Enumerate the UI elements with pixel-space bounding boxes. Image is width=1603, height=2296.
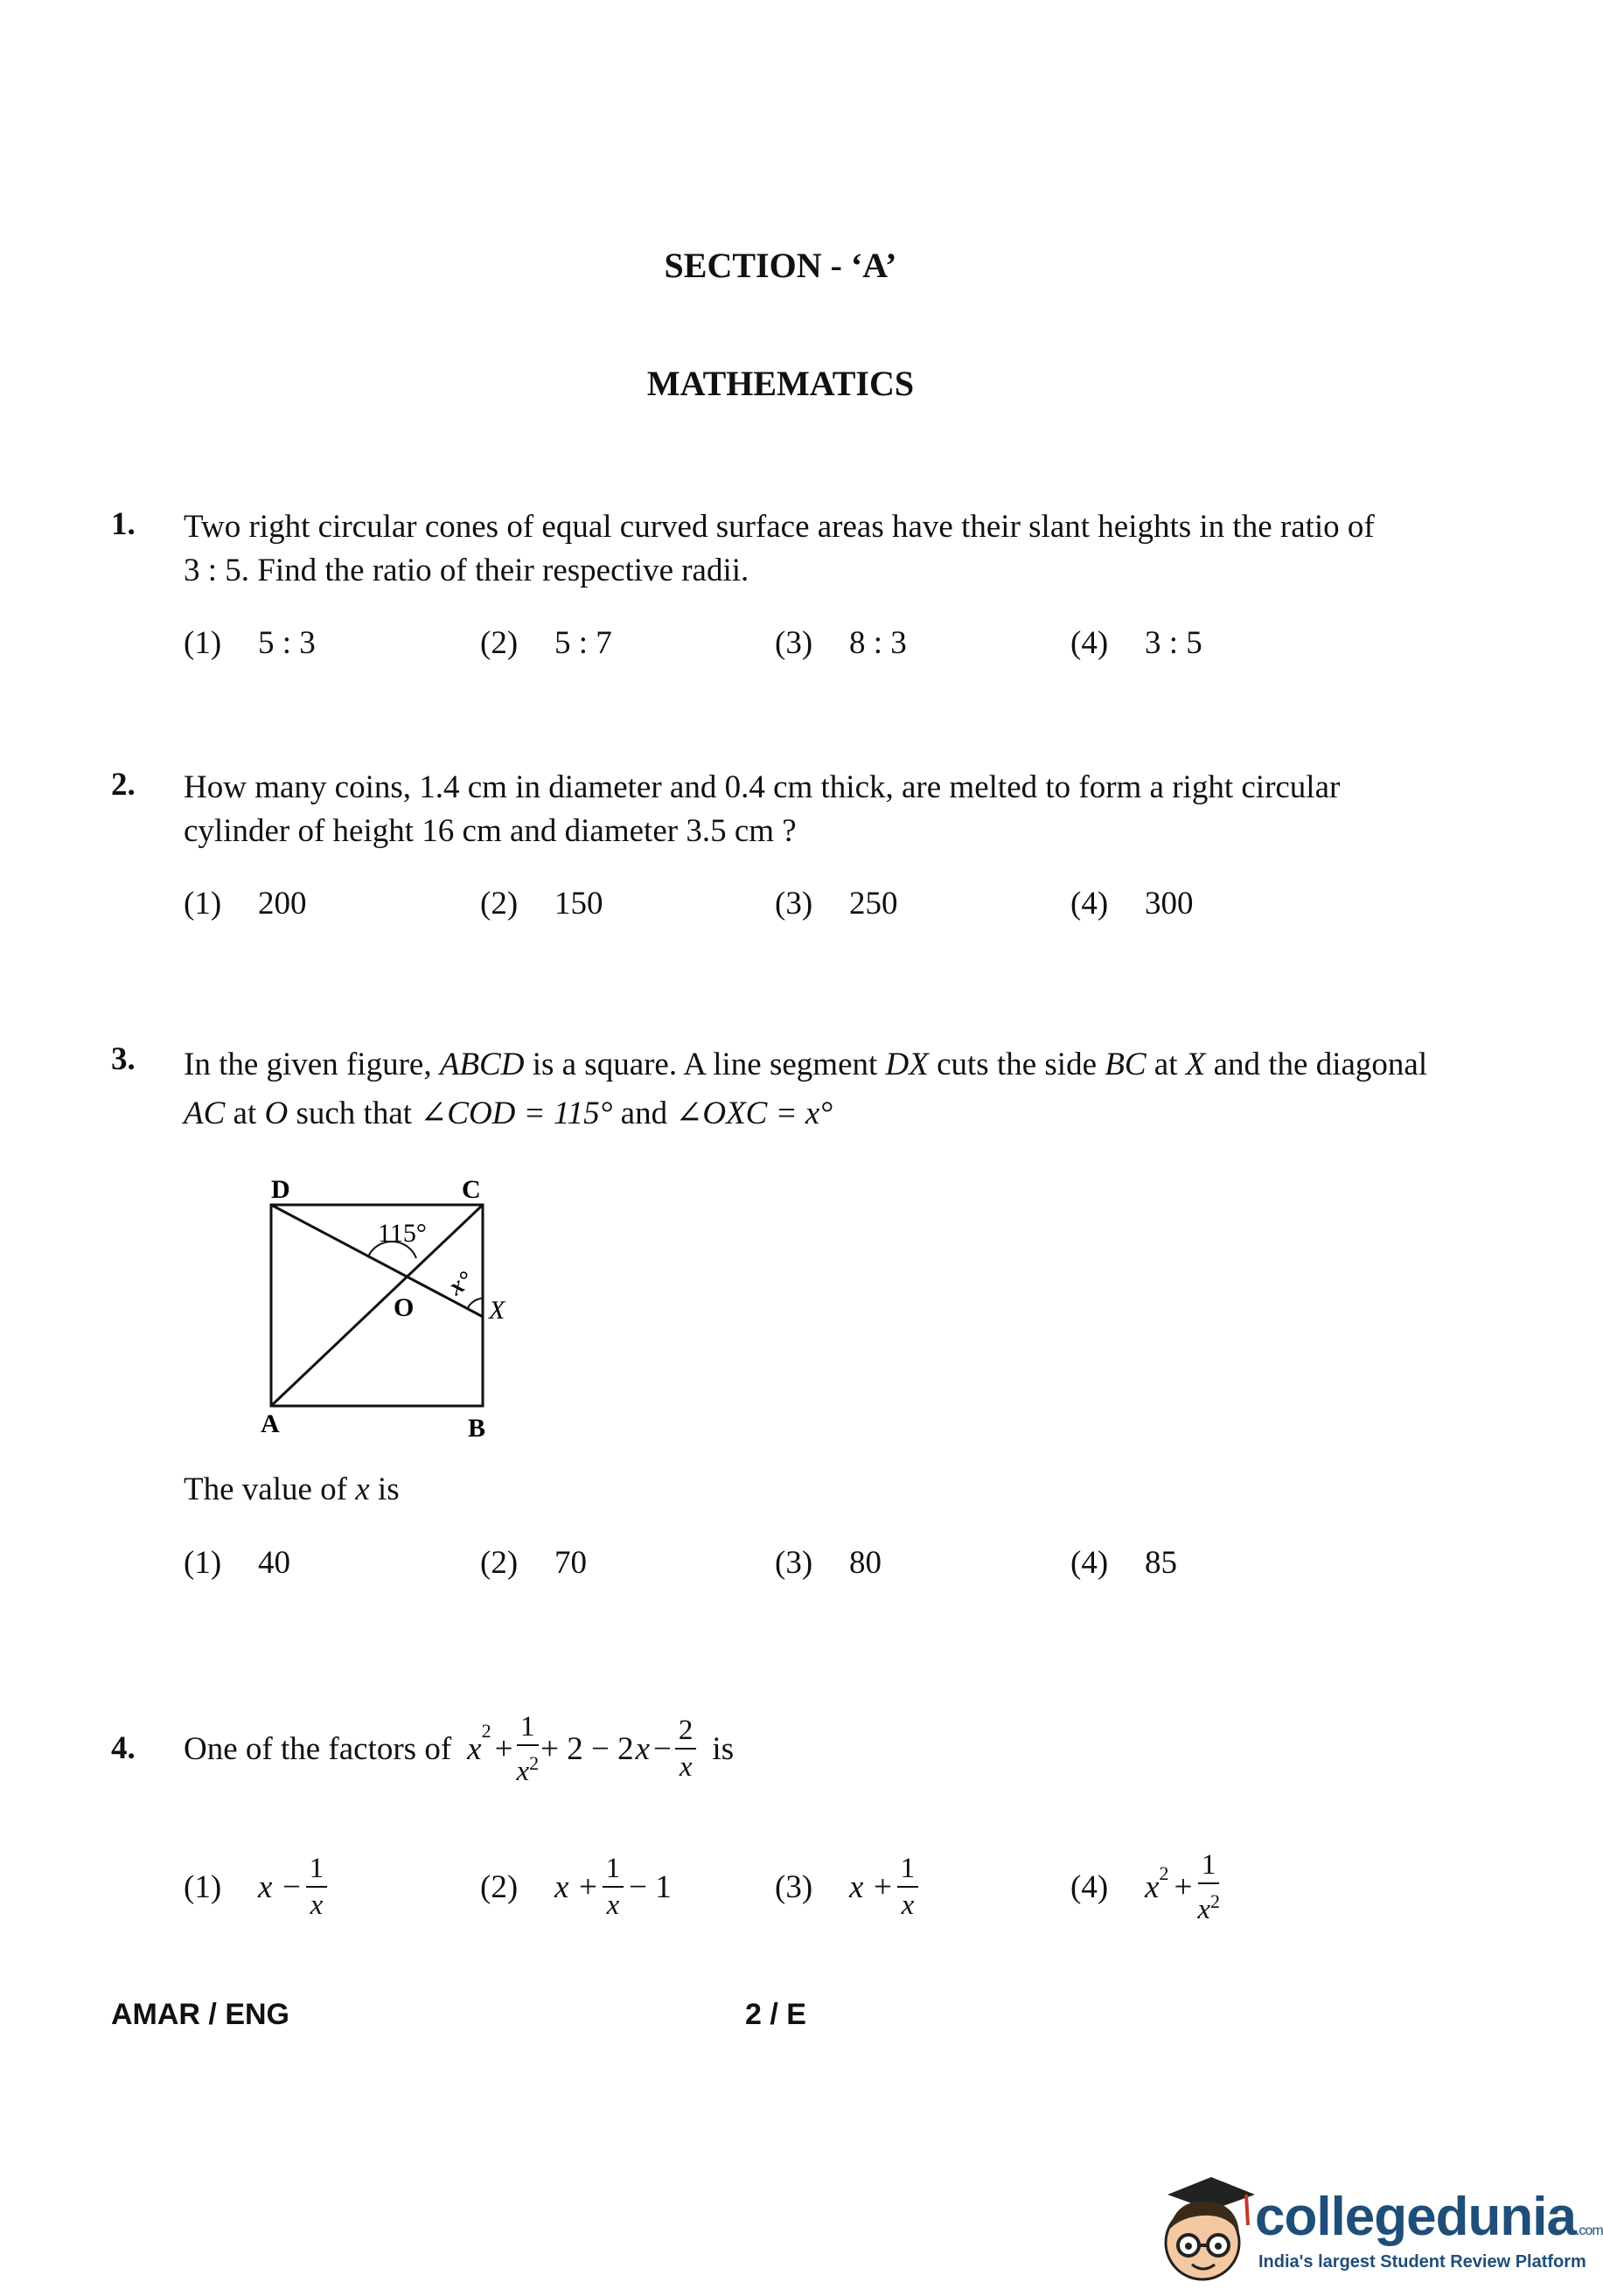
q1-number: 1. — [111, 506, 136, 542]
q4-option-3[interactable]: (3) x + $\frac{1}{x}$ — [775, 1843, 918, 1931]
q4-option-1[interactable]: (1) x − $\frac{1}{x}$ — [184, 1843, 327, 1931]
square-figure — [245, 1163, 542, 1451]
section-heading: SECTION - ‘A’ — [664, 246, 897, 285]
logo-name: collegedunia.com — [1255, 2187, 1603, 2247]
footer-left: AMAR / ENG — [111, 1998, 289, 2031]
label-a: A — [261, 1409, 280, 1438]
collegedunia-logo[interactable] — [1150, 2160, 1603, 2291]
q4-number: 4. — [111, 1730, 136, 1766]
q2-line2: cylinder of height 16 cm and diameter 3.5 cm ? — [184, 813, 797, 849]
q2-option-1[interactable]: (1) 200 — [184, 886, 307, 922]
angle-cod: ∠COD = 115° — [420, 1096, 613, 1131]
diagonal-ac — [271, 1205, 483, 1406]
label-b: B — [468, 1414, 486, 1443]
q3-number: 3. — [111, 1041, 136, 1077]
q4-option-2[interactable]: (2) x + $\frac{1}{x}$ − 1 — [480, 1853, 672, 1921]
footer-page: 2 / E — [745, 1998, 806, 2031]
q1-option-3[interactable]: (3) 8 : 3 — [775, 625, 907, 661]
q2-line1: How many coins, 1.4 cm in diameter and 0.4 cm thick, are melted to form a right circular — [184, 769, 1341, 805]
angle-oxc: ∠OXC = x° — [675, 1096, 833, 1131]
q2-option-2[interactable]: (2) 150 — [480, 886, 603, 922]
q4-option-4[interactable]: (4) x $^2$ + $\frac{1}{x^2}$ — [1070, 1848, 1220, 1925]
label-115: 115° — [378, 1219, 427, 1248]
q2-option-3[interactable]: (3) 250 — [775, 886, 898, 922]
label-c: C — [462, 1175, 481, 1204]
label-x: X — [489, 1296, 505, 1325]
mascot-icon — [1150, 2160, 1264, 2291]
q3-line1: In the given figure, ABCD is a square. A line segment DX cuts the side BC at X and the diagonal — [184, 1047, 1428, 1082]
q4-tail: is — [712, 1730, 735, 1767]
q3-prompt: The value of x is — [184, 1472, 400, 1507]
q1-option-4[interactable]: (4) 3 : 5 — [1070, 625, 1202, 661]
label-d: D — [271, 1175, 290, 1204]
q3-text — [184, 1040, 1478, 1138]
segment-dx — [271, 1205, 483, 1317]
q2-text — [184, 766, 1478, 853]
subject-heading: MATHEMATICS — [646, 364, 915, 403]
q4-expression: x $^2$ + $\frac{1}{x^2}$ + 2 − 2 x − $\frac{2}{x}$ — [467, 1709, 696, 1789]
label-x-angle: x° — [443, 1266, 478, 1302]
q3-option-2[interactable]: (2) 70 — [480, 1545, 587, 1581]
q2-option-4[interactable]: (4) 300 — [1070, 886, 1194, 922]
q3-option-4[interactable]: (4) 85 — [1070, 1545, 1177, 1581]
q2-number: 2. — [111, 767, 136, 803]
arc-x — [467, 1298, 483, 1310]
q3-option-1[interactable]: (1) 40 — [184, 1545, 290, 1581]
q1-line2: 3 : 5. Find the ratio of their respective radii. — [184, 553, 749, 588]
logo-tagline: India's largest Student Review Platform — [1258, 2252, 1586, 2272]
q3-option-3[interactable]: (3) 80 — [775, 1545, 882, 1581]
q3-line2: AC at O such that ∠COD = 115° and ∠OXC = x° — [184, 1096, 833, 1131]
q4-lead: One of the factors of — [184, 1730, 452, 1767]
label-o: O — [394, 1293, 415, 1322]
q1-text — [184, 505, 1478, 593]
q1-line1: Two right circular cones of equal curved surface areas have their slant heights in the ratio of — [184, 509, 1375, 545]
q4-text — [184, 1705, 734, 1792]
q1-option-2[interactable]: (2) 5 : 7 — [480, 625, 612, 661]
q1-option-1[interactable]: (1) 5 : 3 — [184, 625, 316, 661]
